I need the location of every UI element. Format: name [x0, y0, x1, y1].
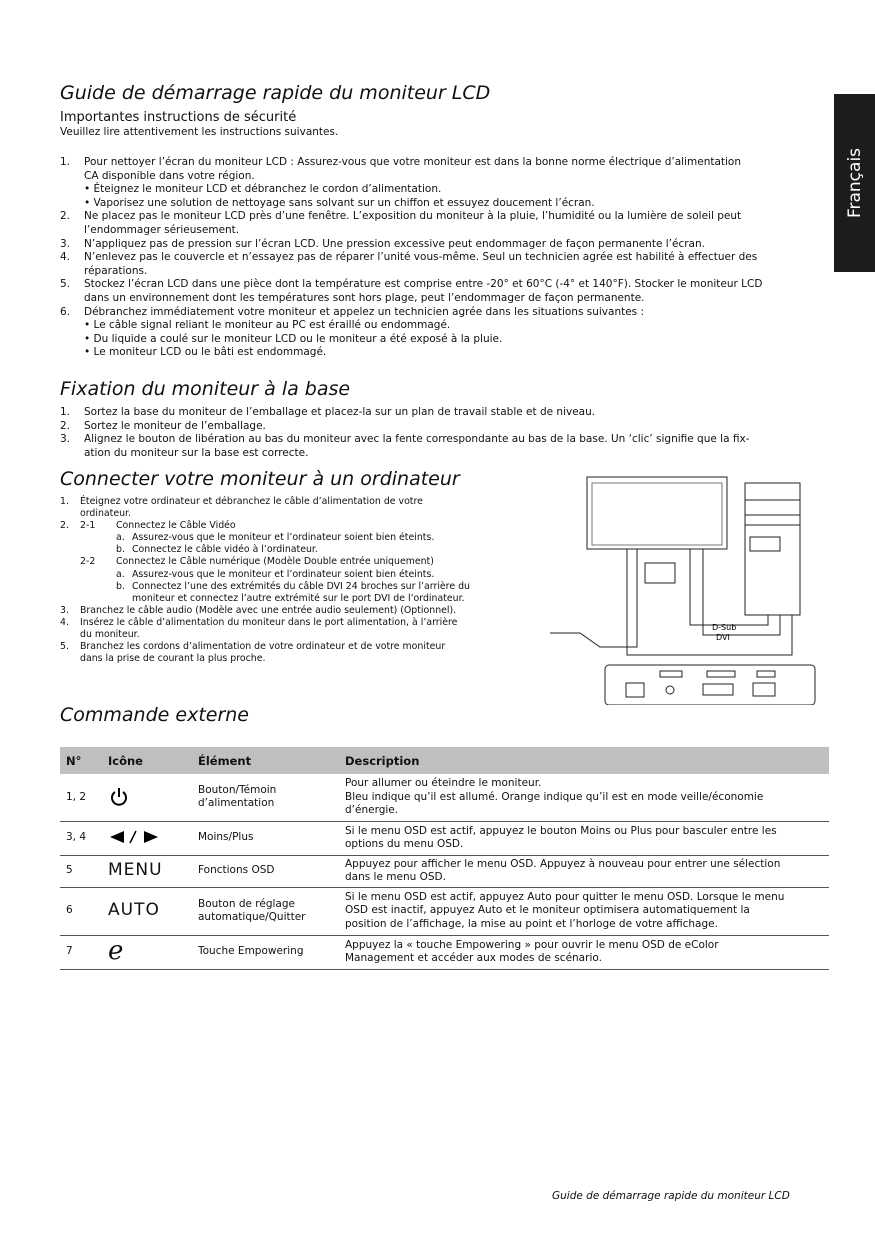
- item-text: CA disponible dans votre région.: [84, 169, 255, 182]
- item-number: 1.: [60, 496, 69, 507]
- item-number: 3.: [60, 237, 71, 250]
- item-text: dans un environnement dont les températures sont hors plage, peut l’endommager de façon permanente.: [84, 291, 645, 304]
- dsub-label: D-Sub: [712, 623, 737, 632]
- row-number: 7: [60, 935, 102, 969]
- column-header: Icône: [102, 747, 192, 774]
- power-icon: [102, 774, 192, 821]
- minus-plus-icon: [102, 821, 192, 855]
- table-row: [60, 887, 829, 935]
- item-number: 5.: [60, 278, 71, 291]
- dvi-label: DVI: [716, 633, 730, 642]
- item-text: N’appliquez pas de pression sur l’écran LCD. Une pression excessive peut endommager de façon permanente l’écran.: [84, 237, 705, 250]
- item-number: 3.: [60, 604, 69, 616]
- list-item: [60, 306, 820, 360]
- item-bullet: • Le moniteur LCD ou le bâti est endommagé.: [84, 346, 327, 359]
- table-row: [60, 821, 829, 855]
- element-name: Bouton/Témoin d’alimentation: [192, 774, 339, 821]
- row-number: 1, 2: [60, 774, 102, 821]
- table-row: [60, 935, 829, 969]
- safety-list: [60, 156, 820, 360]
- item-text: Débranchez immédiatement votre moniteur et appelez un technicien agrée dans les situations suivantes :: [84, 305, 645, 318]
- element-description: Pour allumer ou éteindre le moniteur. Bleu indique qu’il est allumé. Orange indique qu’il est en mode veille/économie d’énergie.: [339, 774, 829, 821]
- item-text: Insérez le câble d’alimentation du moniteur dans le port alimentation, à l’arrière: [80, 616, 458, 628]
- item-number: 4.: [60, 251, 71, 264]
- item-bullet: • Du liquide a coulé sur le moniteur LCD ou le moniteur a été exposé à la pluie.: [84, 332, 503, 345]
- item-text: ordinateur.: [80, 508, 132, 520]
- element-name: Fonctions OSD: [192, 855, 339, 887]
- item-number: 2.: [60, 210, 71, 223]
- connection-diagram: [540, 475, 830, 705]
- language-label: Français: [844, 147, 865, 219]
- monitor-back: [587, 477, 727, 549]
- item-text: Alignez le bouton de libération au bas du moniteur avec la fente correspondante au bas de la base. Un ‘clic’ signifie que la fix-: [84, 433, 750, 446]
- element-description: Si le menu OSD est actif, appuyez Auto pour quitter le menu OSD. Lorsque le menu OSD est inactif, appuyez Auto et le moniteur optimisera automatiquement la position de l’affichage, la mise au point et l’horloge de votre affichage.: [339, 887, 829, 935]
- item-bullet: • Le câble signal reliant le moniteur au PC est éraillé ou endommagé.: [84, 319, 451, 332]
- column-header: Élément: [192, 747, 339, 774]
- item-number: 2.: [60, 419, 71, 432]
- list-item: [60, 496, 520, 520]
- item-text: l’endommager sérieusement.: [84, 223, 240, 236]
- element-name: Bouton de réglage automatique/Quitter: [192, 887, 339, 935]
- element-name: Touche Empowering: [192, 935, 339, 969]
- page-title: Guide de démarrage rapide du moniteur LCD: [60, 82, 491, 104]
- item-text: Éteignez votre ordinateur et débranchez le câble d’alimentation de votre: [80, 496, 423, 507]
- row-number: 6: [60, 887, 102, 935]
- connect-list: [60, 496, 520, 665]
- item-text: Assurez-vous que le moniteur et l’ordinateur soient bien éteints.: [132, 532, 435, 544]
- list-item: [60, 251, 820, 278]
- list-item: 2. 2-1 Connectez le Câble Vidéo a. Assurez-vous que le moniteur et l’ordinateur soient bien éteints. b. Connectez le câble vidéo à l’ordinateur. 2-2 Connectez le Câble numérique (Modèle Double entrée uniquement) a. Assurez-vous que le moniteur et l’ordinateur soient bien éteints. b. Connectez l’une des extrémités du câble DVI 24 broches sur l’arrière du moniteur et connectez l’autre extrémité sur le port DVI de l’ordinateur.: [60, 520, 520, 605]
- list-item: [60, 420, 820, 434]
- item-text: Assurez-vous que le moniteur et l’ordinateur soient bien éteints.: [132, 568, 435, 580]
- list-item: [60, 278, 820, 305]
- item-text: Connectez l’une des extrémités du câble DVI 24 broches sur l’arrière du: [132, 580, 470, 592]
- item-number: 2.: [60, 520, 69, 532]
- element-description: Appuyez la « touche Empowering » pour ouvrir le menu OSD de eColor Management et accéder aux modes de scénario.: [339, 935, 829, 969]
- item-number: 3.: [60, 433, 71, 446]
- item-number: 4.: [60, 616, 69, 628]
- safety-intro: Veuillez lire attentivement les instructions suivantes.: [60, 126, 339, 138]
- item-text: Branchez le câble audio (Modèle avec une entrée audio seulement) (Optionnel).: [80, 604, 457, 616]
- fixation-heading: Fixation du moniteur à la base: [60, 378, 351, 400]
- element-description: Appuyez pour afficher le menu OSD. Appuyez à nouveau pour entrer une sélection dans le menu OSD.: [339, 855, 829, 887]
- item-number: 5.: [60, 641, 69, 653]
- item-bullet: • Éteignez le moniteur LCD et débranchez le cordon d’alimentation.: [84, 183, 442, 196]
- list-item: [60, 156, 820, 210]
- item-number: 6.: [60, 305, 71, 318]
- computer-tower: [745, 483, 800, 615]
- row-number: 3, 4: [60, 821, 102, 855]
- item-text: du moniteur.: [80, 629, 140, 641]
- item-text: Branchez les cordons d’alimentation de votre ordinateur et de votre moniteur: [80, 641, 446, 653]
- list-item: [60, 406, 820, 420]
- list-item: [60, 210, 820, 237]
- controls-heading: Commande externe: [60, 704, 249, 726]
- auto-icon: AUTO: [102, 887, 192, 935]
- element-description: Si le menu OSD est actif, appuyez le bouton Moins ou Plus pour basculer entre les options du menu OSD.: [339, 821, 829, 855]
- column-header: Description: [339, 747, 829, 774]
- item-bullet: • Vaporisez une solution de nettoyage sans solvant sur un chiffon et essuyez doucement l’écran.: [84, 196, 595, 209]
- column-header: N°: [60, 747, 102, 774]
- list-item: [60, 617, 520, 641]
- connect-heading: Connecter votre moniteur à un ordinateur: [60, 468, 460, 490]
- table-row: [60, 855, 829, 887]
- item-number: 1.: [60, 406, 71, 418]
- item-text: moniteur et connectez l’autre extrémité sur le port DVI de l’ordinateur.: [132, 592, 465, 604]
- table-row: [60, 774, 829, 821]
- table-header-row: [60, 747, 829, 774]
- item-text: Sortez le moniteur de l’emballage.: [84, 419, 266, 432]
- item-text: Connectez le Câble numérique (Modèle Double entrée uniquement): [116, 556, 434, 568]
- empowering-icon: e: [102, 935, 192, 969]
- row-number: 5: [60, 855, 102, 887]
- list-item: [60, 605, 520, 617]
- item-text: Stockez l’écran LCD dans une pièce dont la température est comprise entre -20° et 60°C (-4° et 140°F). Stocker le moniteur LCD: [84, 278, 763, 291]
- language-tab: [834, 94, 875, 272]
- list-item: [60, 238, 820, 252]
- element-name: Moins/Plus: [192, 821, 339, 855]
- monitor-stand: [645, 563, 675, 583]
- controls-table: [60, 747, 829, 970]
- list-item: [60, 433, 820, 460]
- item-text: Pour nettoyer l’écran du moniteur LCD : Assurez-vous que votre moniteur est dans la bonne norme électrique d’alimentation: [84, 156, 742, 168]
- safety-heading: Importantes instructions de sécurité: [60, 110, 297, 125]
- item-text: réparations.: [84, 264, 148, 277]
- list-item: [60, 641, 520, 665]
- item-text: N’enlevez pas le couvercle et n’essayez pas de réparer l’unité vous-même. Seul un technicien agrée est habilité à effectuer des: [84, 251, 758, 264]
- item-text: Connectez le câble vidéo à l’ordinateur.: [132, 544, 318, 556]
- page-footer: Guide de démarrage rapide du moniteur LCD: [552, 1190, 790, 1202]
- menu-icon: MENU: [102, 855, 192, 887]
- item-text: Connectez le Câble Vidéo: [116, 520, 236, 532]
- item-text: ation du moniteur sur la base est correcte.: [84, 446, 309, 459]
- item-text: dans la prise de courant la plus proche.: [80, 653, 266, 665]
- item-text: Sortez la base du moniteur de l’emballage et placez-la sur un plan de travail stable et de niveau.: [84, 406, 596, 418]
- fixation-list: [60, 406, 820, 460]
- item-number: 1.: [60, 156, 71, 168]
- item-text: Ne placez pas le moniteur LCD près d’une fenêtre. L’exposition du moniteur à la pluie, l’humidité ou la lumière de soleil peut: [84, 210, 742, 223]
